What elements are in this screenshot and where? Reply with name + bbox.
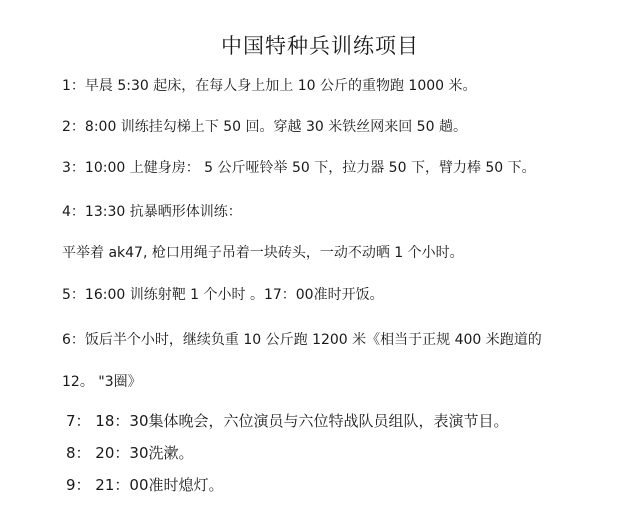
document-title: 中国特种兵训练项目 <box>221 34 419 58</box>
schedule-item-6: 6：饭后半个小时，继续负重 10 公斤跑 1200 米《相当于正规 400 米跑道的 <box>62 332 542 348</box>
schedule-item-1: 1：早晨 5:30 起床，在每人身上加上 10 公斤的重物跑 1000 米。 <box>62 78 477 94</box>
schedule-item-3: 3：10:00 上健身房： 5 公斤哑铃举 50 下，拉力器 50 下，臂力棒 50 下。 <box>62 160 536 176</box>
schedule-item-2: 2：8:00 训练挂勾梯上下 50 回。穿越 30 米铁丝网来回 50 趟。 <box>62 119 467 135</box>
schedule-item-4-detail: 平举着 ak47, 枪口用绳子吊着一块砖头，一动不动晒 1 个小时。 <box>62 245 464 261</box>
schedule-item-8: 8： 20：30洗漱。 <box>66 444 194 462</box>
schedule-item-9: 9： 21：00准时熄灯。 <box>66 476 224 494</box>
schedule-item-5: 5：16:00 训练射靶 1 个小时 。17：00准时开饭。 <box>62 287 384 303</box>
schedule-item-7: 7： 18：30集体晚会，六位演员与六位特战队员组队，表演节目。 <box>66 412 509 430</box>
schedule-item-6-continued: 12。 "3圈》 <box>62 374 142 390</box>
schedule-item-4: 4：13:30 抗暴晒形体训练： <box>62 204 242 220</box>
